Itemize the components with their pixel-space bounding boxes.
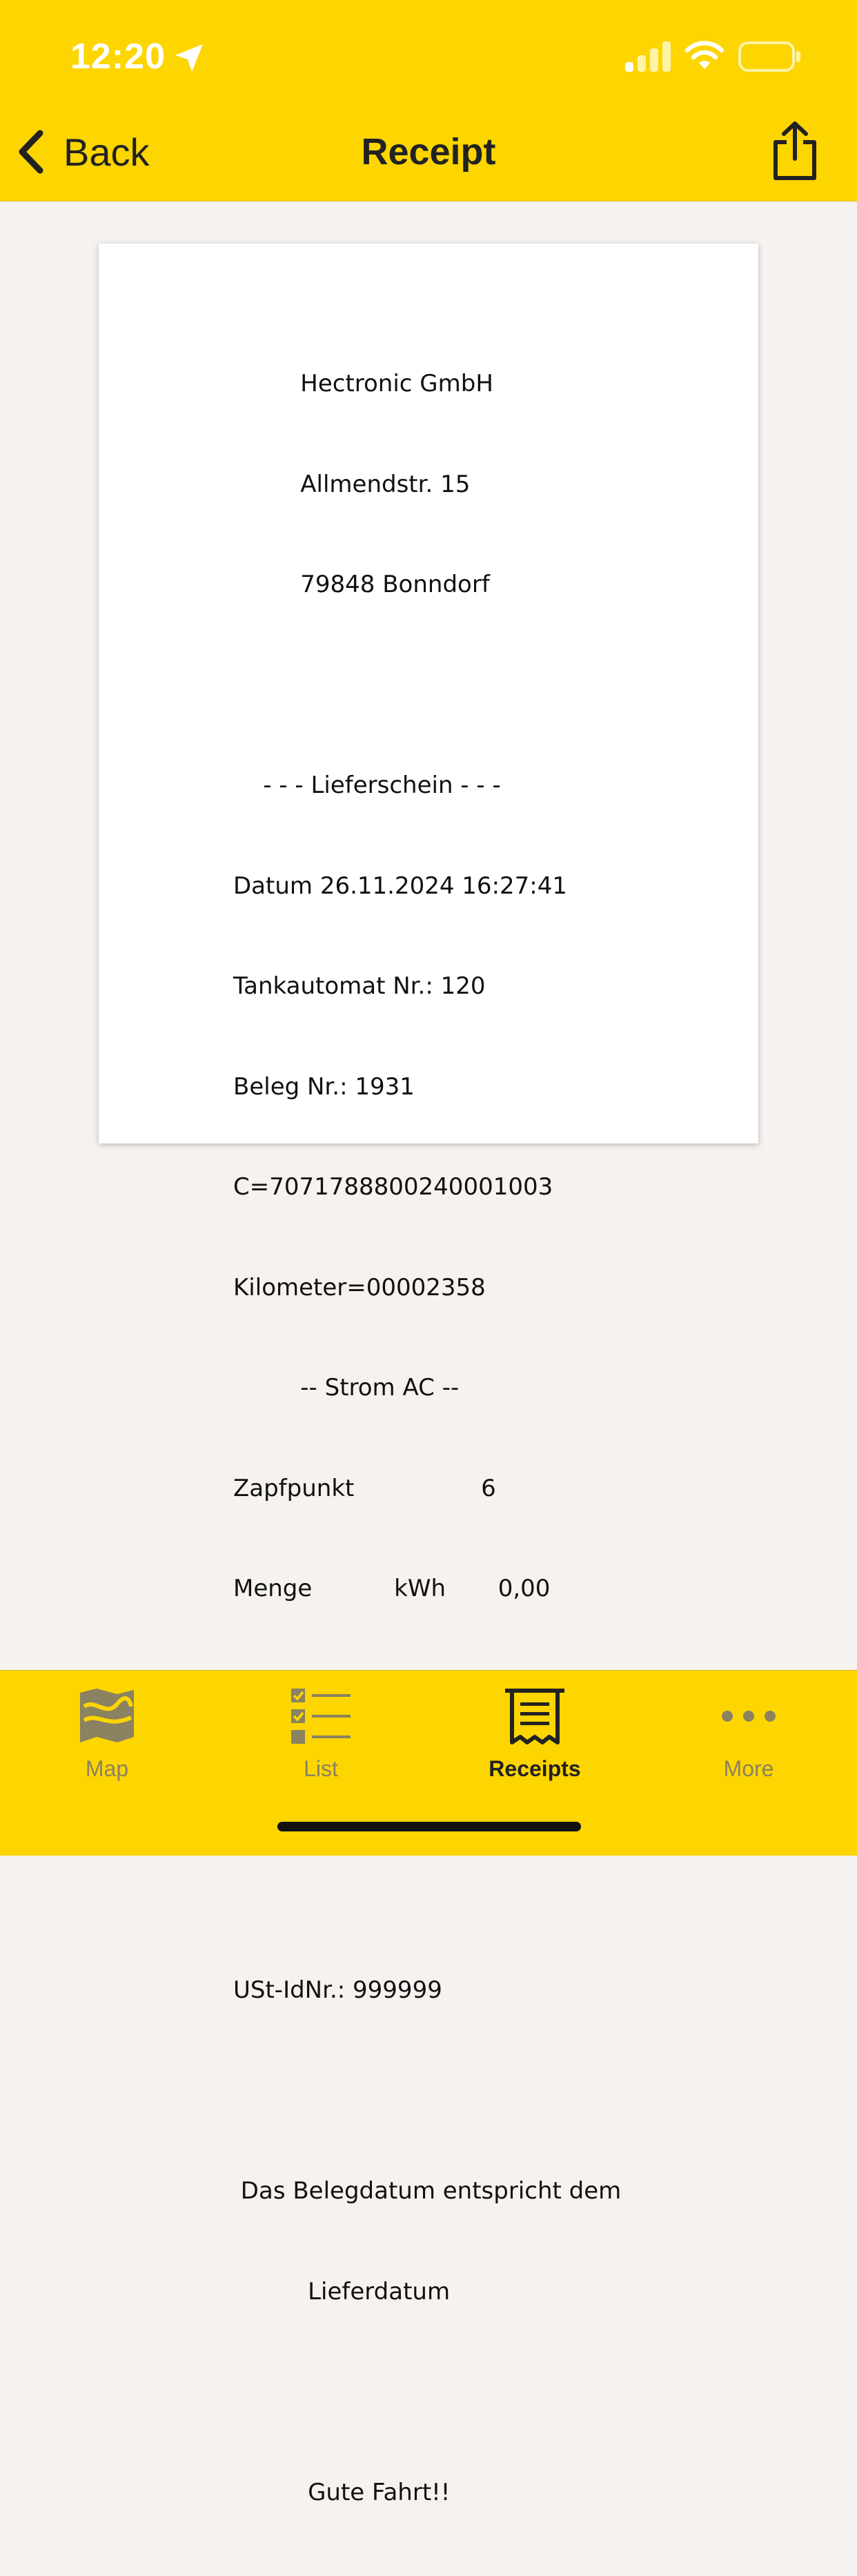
receipt-line: Menge kWh 0,00: [233, 1575, 551, 1602]
home-indicator: [277, 1822, 581, 1831]
receipt-line: Datum 26.11.2024 16:27:41: [233, 872, 568, 900]
receipt-line: Kilometer=00002358: [233, 1273, 486, 1301]
receipt-text: [233, 300, 621, 2576]
location-arrow-icon: [173, 41, 206, 75]
back-label: Back: [63, 130, 150, 174]
tab-more[interactable]: [642, 1671, 856, 1809]
tab-label: List: [304, 1756, 338, 1781]
list-icon: [290, 1687, 352, 1745]
tab-label: More: [723, 1756, 774, 1781]
tab-map[interactable]: [0, 1671, 214, 1809]
top-header: [0, 0, 857, 201]
wifi-icon: [684, 39, 725, 72]
tab-label: Map: [85, 1756, 129, 1781]
battery-icon: [738, 41, 802, 72]
map-icon: [76, 1687, 138, 1745]
receipt-line: Hectronic GmbH: [233, 370, 493, 397]
receipt-line: [233, 2074, 621, 2108]
tab-label: Receipts: [489, 1756, 581, 1781]
receipt-line: Beleg Nr.: 1931: [233, 1072, 415, 1101]
receipt-line: Zapfpunkt 6: [233, 1474, 496, 1502]
more-dots-icon: [718, 1687, 780, 1745]
cellular-signal-icon: [625, 41, 671, 72]
receipt-line: [233, 1874, 621, 1907]
receipt-line: - - - Lieferschein - - -: [233, 771, 501, 799]
receipt-line: Allmendstr. 15: [233, 470, 471, 498]
receipt-line: -- Strom AC --: [233, 1374, 460, 1402]
receipt-line: 79848 Bonndorf: [233, 571, 490, 598]
tab-list[interactable]: [214, 1671, 428, 1809]
receipt-line: USt-IdNr.: 999999: [233, 1976, 442, 2004]
receipt-line: Lieferdatum: [233, 2277, 451, 2305]
receipt-line: Tankautomat Nr.: 120: [233, 972, 486, 1000]
receipt-line: [233, 2375, 621, 2409]
receipt-line: Das Belegdatum entspricht dem: [233, 2177, 622, 2205]
receipt-icon: [504, 1687, 566, 1745]
receipt-line: C=7071788800240001003: [233, 1173, 553, 1201]
page-title: Receipt: [361, 131, 496, 173]
receipt-line: Gute Fahrt!!: [233, 2478, 451, 2506]
tab-receipts[interactable]: [428, 1671, 642, 1809]
status-time: 12:20: [70, 37, 166, 77]
receipt-line: [233, 669, 621, 702]
share-icon[interactable]: [770, 120, 820, 182]
